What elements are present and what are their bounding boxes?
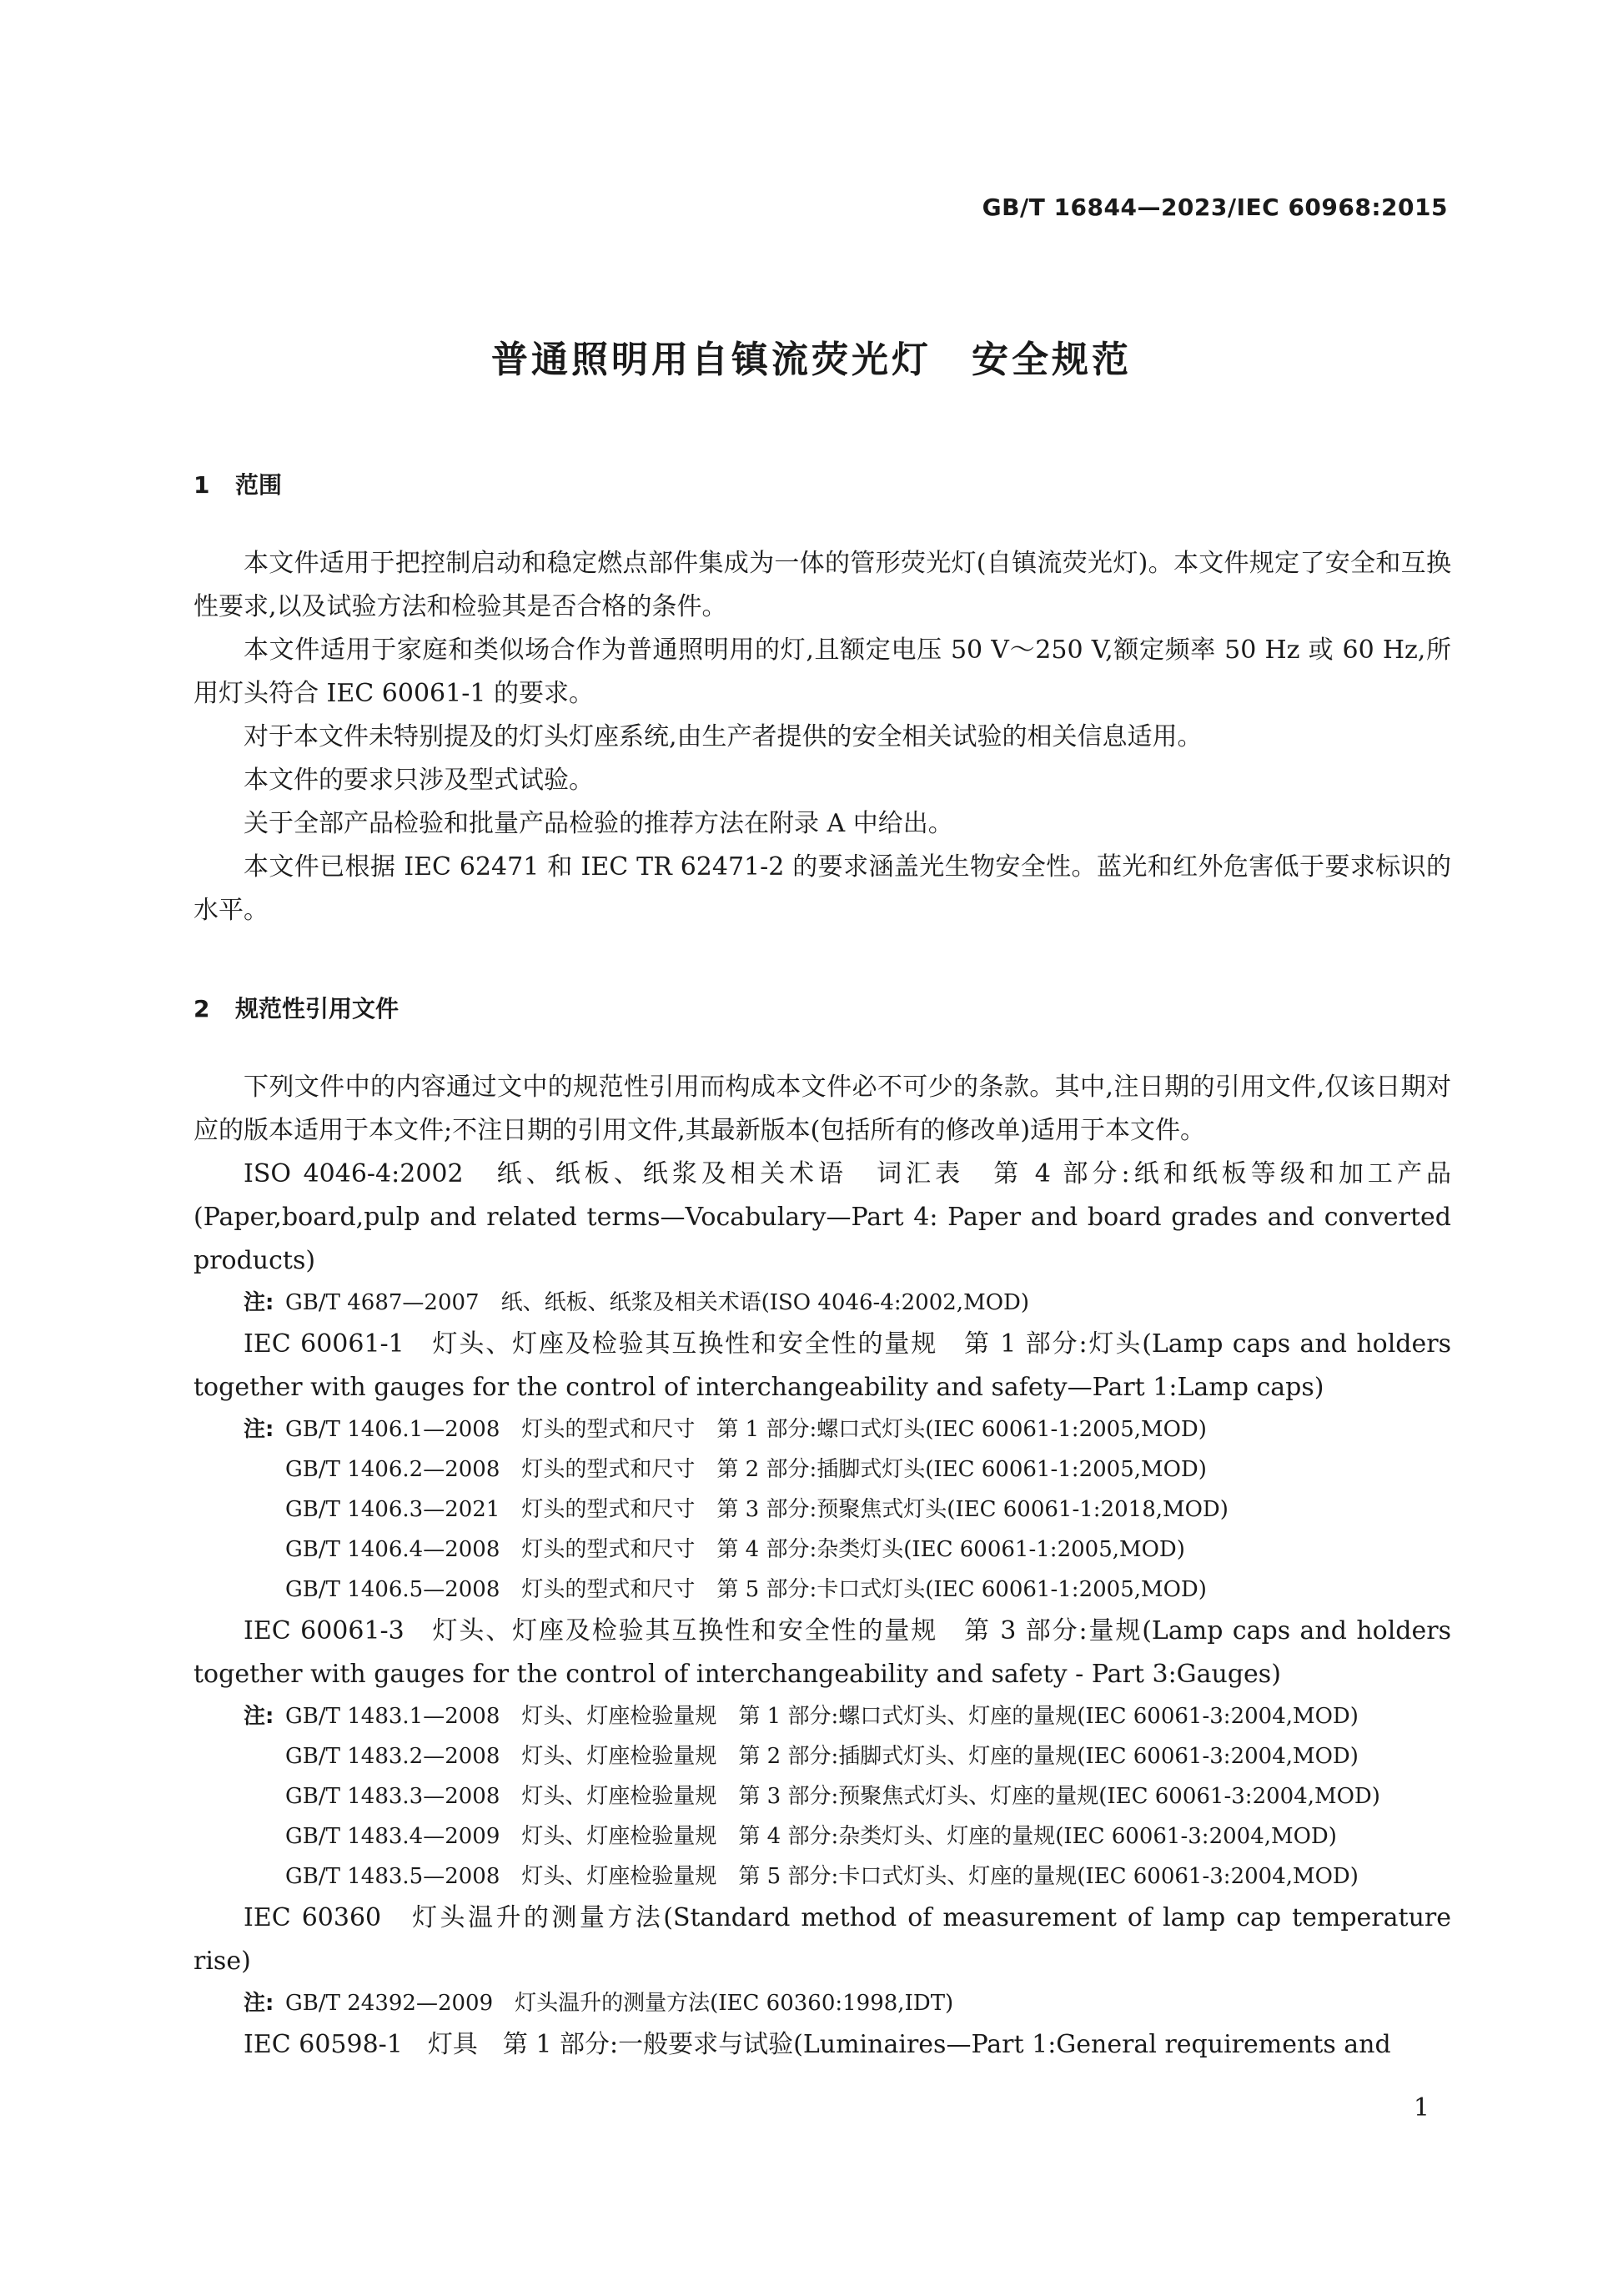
reference-note: 注: GB/T 24392—2009 灯头温升的测量方法(IEC 60360:1998,IDT) xyxy=(193,1983,1451,2023)
reference-note: GB/T 1483.5—2008 灯头、灯座检验量规 第 5 部分:卡口式灯头、灯座的量规(IEC 60061-3:2004,MOD) xyxy=(285,1864,1359,1889)
reference-entry: IEC 60598-1 灯具 第 1 部分:一般要求与试验(Luminaires—Part 1:General requirements and xyxy=(244,2030,1391,2059)
reference-note: 注: GB/T 1406.1—2008 灯头的型式和尺寸 第 1 部分:螺口式灯头(IEC 60061-1:2005,MOD) xyxy=(193,1409,1451,1449)
scope-paragraph: 对于本文件未特别提及的灯头灯座系统,由生产者提供的安全相关试验的相关信息适用。 xyxy=(244,722,1203,751)
scope-paragraph: 本文件已根据 IEC 62471 和 IEC TR 62471-2 的要求涵盖光生物安全性。蓝光和红外危害低于要求标识的水平。 xyxy=(193,852,1451,925)
reference-entry: IEC 60360 灯头温升的测量方法(Standard method of measurement of lamp cap temperature rise) xyxy=(193,1903,1451,1976)
document-title: 普通照明用自镇流荧光灯 安全规范 xyxy=(491,339,1132,381)
section-1-number: 1 xyxy=(193,471,210,499)
reference-note: GB/T 1406.4—2008 灯头的型式和尺寸 第 4 部分:杂类灯头(IEC 60061-1:2005,MOD) xyxy=(285,1537,1185,1562)
section-1-title: 范围 xyxy=(235,471,283,499)
note-label: 注: xyxy=(244,1704,274,1729)
scope-paragraph: 关于全部产品检验和批量产品检验的推荐方法在附录 A 中给出。 xyxy=(244,809,953,838)
standard-code: GB/T 16844—2023/IEC 60968:2015 xyxy=(982,193,1448,221)
section-2-title: 规范性引用文件 xyxy=(235,995,399,1022)
scope-paragraph: 本文件的要求只涉及型式试验。 xyxy=(244,766,594,795)
reference-note: GB/T 1406.3—2021 灯头的型式和尺寸 第 3 部分:预聚焦式灯头(IEC 60061-1:2018,MOD) xyxy=(285,1497,1229,1522)
reference-note: GB/T 1406.5—2008 灯头的型式和尺寸 第 5 部分:卡口式灯头(IEC 60061-1:2005,MOD) xyxy=(285,1577,1207,1602)
reference-entry: ISO 4046-4:2002 纸、纸板、纸浆及相关术语 词汇表 第 4 部分:纸和纸板等级和加工产品(Paper,board,pulp and related terms—Vocabulary—Part 4: Paper and board grades and converted products) xyxy=(193,1159,1451,1275)
section-2-heading xyxy=(193,991,1451,1024)
page-number: 1 xyxy=(1413,2093,1430,2123)
references-intro: 下列文件中的内容通过文中的规范性引用而构成本文件必不可少的条款。其中,注日期的引用文件,仅该日期对应的版本适用于本文件;不注日期的引用文件,其最新版本(包括所有的修改单)适用于本文件。 xyxy=(193,1073,1451,1145)
scope-paragraph: 本文件适用于把控制启动和稳定燃点部件集成为一体的管形荧光灯(自镇流荧光灯)。本文件规定了安全和互换性要求,以及试验方法和检验其是否合格的条件。 xyxy=(193,549,1451,621)
reference-note: GB/T 1406.2—2008 灯头的型式和尺寸 第 2 部分:插脚式灯头(IEC 60061-1:2005,MOD) xyxy=(285,1457,1207,1482)
reference-note: GB/T 1483.2—2008 灯头、灯座检验量规 第 2 部分:插脚式灯头、灯座的量规(IEC 60061-3:2004,MOD) xyxy=(285,1744,1359,1769)
section-2-number: 2 xyxy=(193,995,210,1022)
section-1-heading xyxy=(193,467,1451,500)
reference-note: 注: GB/T 1483.1—2008 灯头、灯座检验量规 第 1 部分:螺口式灯头、灯座的量规(IEC 60061-3:2004,MOD) xyxy=(193,1696,1451,1736)
reference-note: GB/T 1483.3—2008 灯头、灯座检验量规 第 3 部分:预聚焦式灯头、灯座的量规(IEC 60061-3:2004,MOD) xyxy=(285,1784,1380,1809)
note-label: 注: xyxy=(244,1417,274,1442)
reference-note: GB/T 1483.4—2009 灯头、灯座检验量规 第 4 部分:杂类灯头、灯座的量规(IEC 60061-3:2004,MOD) xyxy=(285,1824,1337,1849)
scope-paragraph: 本文件适用于家庭和类似场合作为普通照明用的灯,且额定电压 50 V～250 V,额定频率 50 Hz 或 60 Hz,所用灯头符合 IEC 60061-1 的要求。 xyxy=(193,636,1451,708)
reference-entry: IEC 60061-3 灯头、灯座及检验其互换性和安全性的量规 第 3 部分:量规(Lamp caps and holders together with gauges for the control of interchangeability and safety - Part 3:Gauges) xyxy=(193,1616,1451,1689)
note-label: 注: xyxy=(244,1991,274,2016)
reference-entry: IEC 60061-1 灯头、灯座及检验其互换性和安全性的量规 第 1 部分:灯头(Lamp caps and holders together with gauges for the control of interchangeability and safety—Part 1:Lamp caps) xyxy=(193,1329,1451,1402)
note-label: 注: xyxy=(244,1290,274,1315)
reference-note: 注: GB/T 4687—2007 纸、纸板、纸浆及相关术语(ISO 4046-4:2002,MOD) xyxy=(193,1283,1451,1323)
document-body xyxy=(193,467,1451,2067)
